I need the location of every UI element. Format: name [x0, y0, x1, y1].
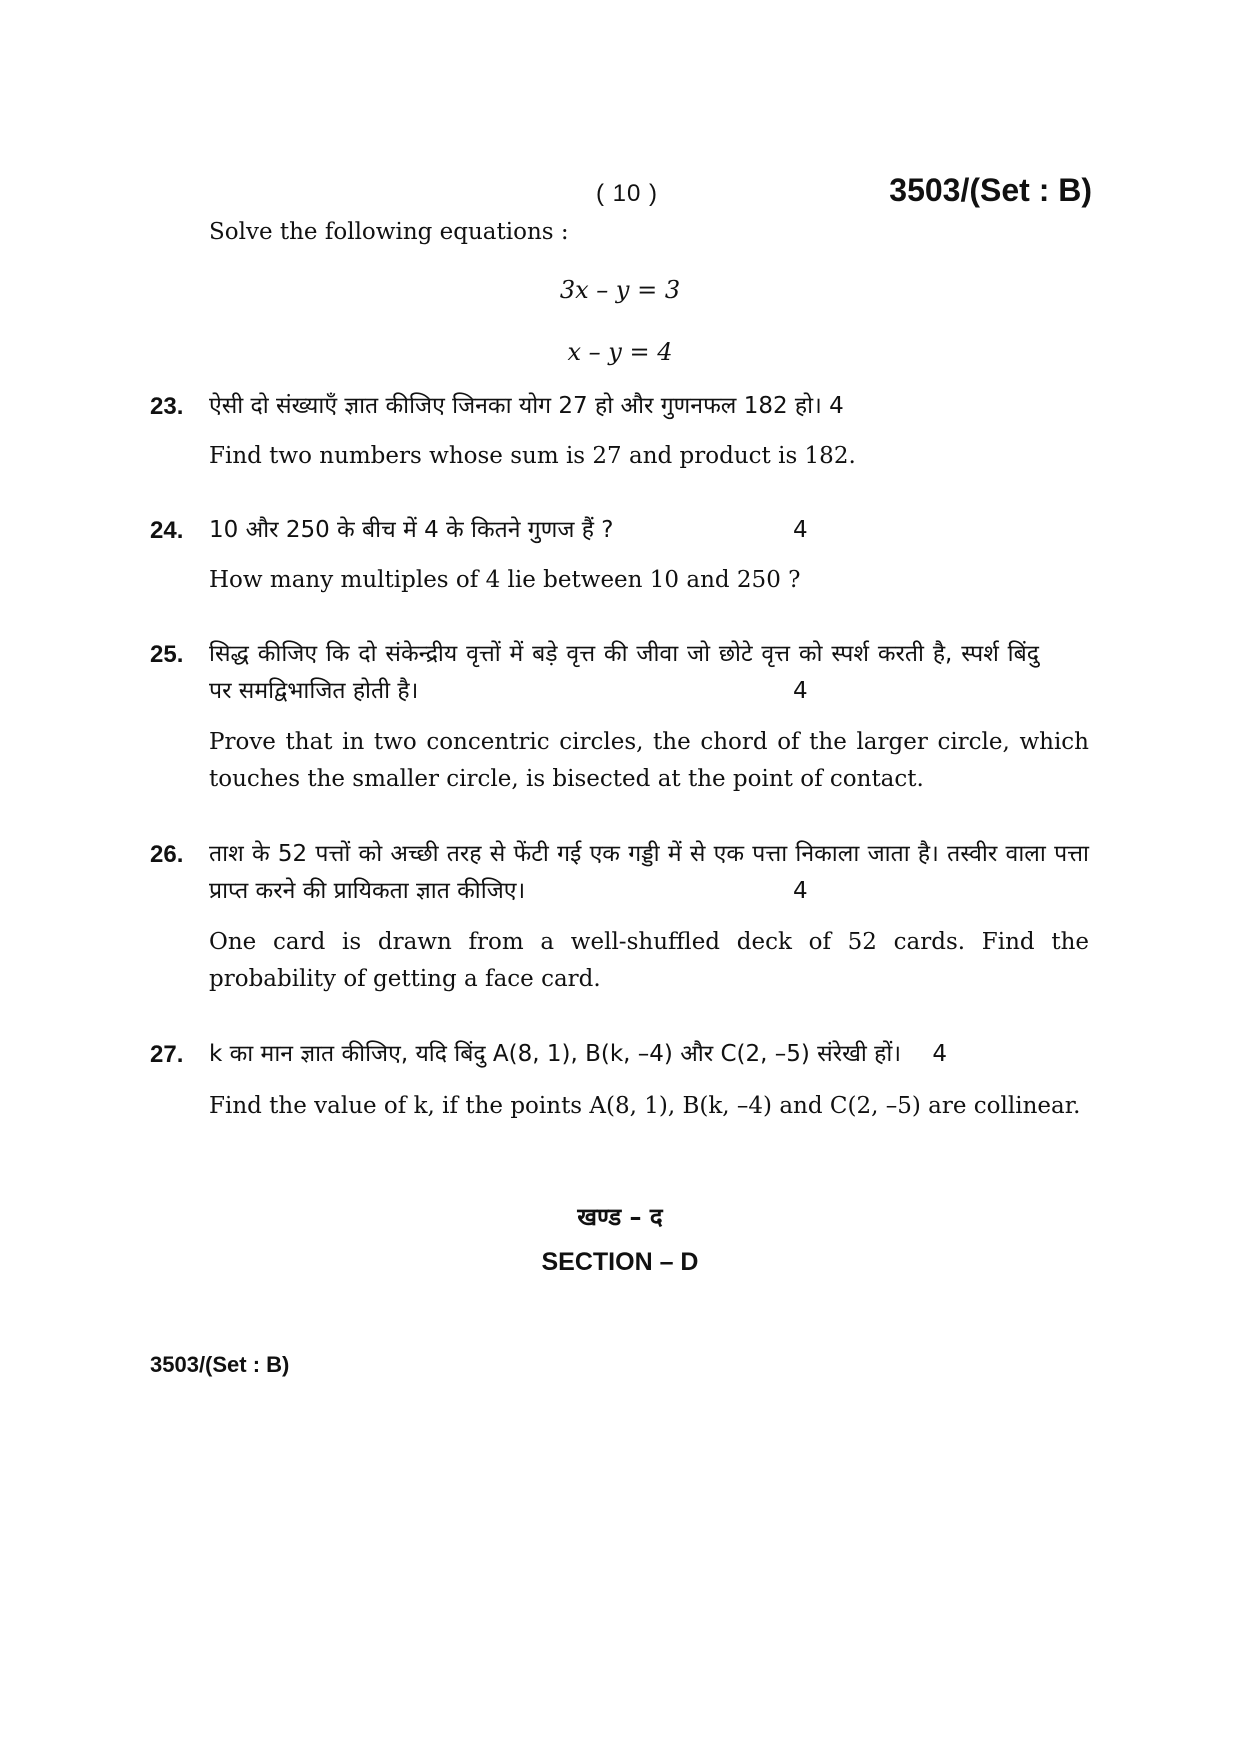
question-marks: 4: [932, 1041, 948, 1067]
footer-paper-code: 3503/(Set : B): [150, 1352, 290, 1377]
section-title-english: SECTION – D: [541, 1248, 699, 1276]
question-23: [150, 388, 1090, 478]
section-title-hindi: खण्ड – द: [577, 1203, 663, 1231]
question-hindi: 10 और 250 के बीच में 4 के कितने गुणज हैं ?: [209, 517, 614, 543]
question-marks: 4: [793, 878, 808, 904]
question-marks: 4: [793, 678, 808, 704]
question-26: [150, 836, 1090, 1006]
question-number: 27.: [150, 1041, 184, 1068]
question-marks: 4: [793, 517, 808, 543]
question-27: [150, 1036, 1090, 1166]
question-marks: 4: [829, 393, 844, 419]
question-number: 25.: [150, 641, 184, 668]
question-hindi: ऐसी दो संख्याएँ ज्ञात कीजिए जिनका योग 27 हो और गुणनफल 182 हो। 4: [209, 393, 844, 419]
question-english: One card is drawn from a well-shuffled deck of 52 cards. Find the probability of getting a face card.: [209, 929, 1089, 992]
question-hindi: k का मान ज्ञात कीजिए, यदि बिंदु A(8, 1), B(k, –4) और C(2, –5) संरेखी हों। 4: [209, 1041, 948, 1067]
question-25: [150, 636, 1090, 806]
question-english: Prove that in two concentric circles, the chord of the larger circle, which touches the smaller circle, is bisected at the point of contact.: [209, 729, 1089, 792]
equation-2: x – y = 4: [567, 338, 673, 366]
paper-code-header: 3503/(Set : B): [889, 172, 1092, 208]
question-hindi: ताश के 52 पत्तों को अच्छी तरह से फेंटी गई एक गड्डी में से एक पत्ता निकाला जाता है। तस्वीर वाला पत्ता प्राप्त करने की प्रायिकता ज्ञात कीजिए।: [209, 841, 1089, 904]
question-number: 26.: [150, 841, 184, 868]
question-number: 24.: [150, 517, 184, 544]
question-24: [150, 512, 1090, 602]
question-english: Find the value of k, if the points A(8, 1), B(k, –4) and C(2, –5) are collinear.: [209, 1093, 1081, 1119]
question-english: How many multiples of 4 lie between 10 and 250 ?: [209, 567, 801, 593]
equation-1: 3x – y = 3: [559, 276, 681, 304]
question-english: Find two numbers whose sum is 27 and product is 182.: [209, 443, 856, 469]
intro-instruction: Solve the following equations :: [209, 219, 569, 245]
page-number: ( 10 ): [596, 180, 659, 207]
question-hindi: सिद्ध कीजिए कि दो संकेन्द्रीय वृत्तों में बड़े वृत्त की जीवा जो छोटे वृत्त को स्पर्श करती है, स्पर्श बिंदु पर समद्विभाजित होती है।: [209, 641, 1039, 704]
question-number: 23.: [150, 393, 184, 420]
